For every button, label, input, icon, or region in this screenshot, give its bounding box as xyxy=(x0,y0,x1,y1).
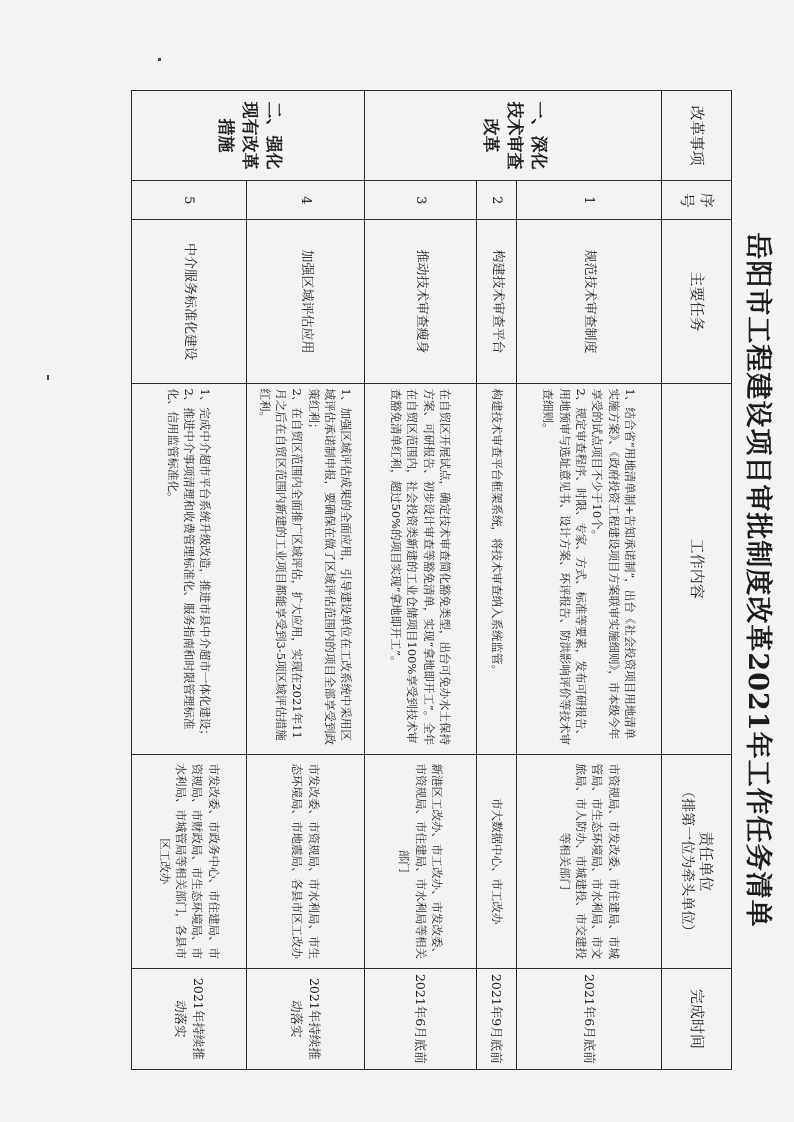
table-row xyxy=(247,91,365,1070)
deadline-cell: 2021年6月底前 xyxy=(517,968,662,1069)
content-line: 2、规定审查程序、时限、专家、方式、标准等要素，发布可研报告、用地预审与选址意见书、设计方案、环评报告、防洪影响评价等技术审查细则。 xyxy=(541,388,588,746)
content-cell xyxy=(247,383,365,754)
dept-cell: 新港区工改办、市工改办、市发改委、市资规局、市住建局、市水利局等相关部门 xyxy=(365,754,477,968)
table-row xyxy=(517,91,662,1070)
seq-cell: 3 xyxy=(365,181,477,220)
dept-cell: 市大数据中心、市工改办 xyxy=(477,754,517,968)
header-content: 工作内容 xyxy=(662,383,732,754)
header-category: 改革事项 xyxy=(662,91,732,181)
task-cell: 推动技术审查瘦身 xyxy=(365,220,477,383)
seq-cell: 5 xyxy=(132,181,247,220)
task-cell: 规范技术审查制度 xyxy=(517,220,662,383)
header-dept-main: 责任单位 xyxy=(697,831,716,892)
category-cell: 二、强化现有改革措施 xyxy=(132,91,365,181)
document-title: 岳阳市工程建设项目审批制度改革2021年工作任务清单 xyxy=(742,232,773,928)
content-line: 构建技术审查平台框架系统，将技术审查纳入系统监管。 xyxy=(489,388,504,677)
deadline-cell: 2021年持续推动落实 xyxy=(132,968,247,1069)
content-line: 1、加强区域评估成果的全面应用，引导建设单位在工改系统中采用区域评估承诺制申报，要确保在做了区域评估范围内的项目全部享受到政策红利； xyxy=(306,388,354,746)
scan-mark xyxy=(158,58,161,61)
scan-mark xyxy=(47,375,49,380)
table-header-row xyxy=(662,91,732,1070)
content-line: 2、推进中介事项清理和收费管理标准化、服务指南和时限管理标准化、信用监管标准化。 xyxy=(165,388,197,730)
deadline-cell: 2021年9月底前 xyxy=(477,968,517,1069)
header-task: 主要任务 xyxy=(662,220,732,383)
deadline-cell: 2021年6月底前 xyxy=(365,968,477,1069)
header-dept xyxy=(662,754,732,968)
task-cell: 加强区域评估应用 xyxy=(247,220,365,383)
seq-cell: 4 xyxy=(247,181,365,220)
deadline-cell: 2021年持续推动落实 xyxy=(247,968,365,1069)
content-cell xyxy=(132,383,247,754)
content-line: 2、在自贸区范围内全面推广区域评估，扩大应用，实现在2021年11月之后在自贸区范围内新建的工业项目都能享受到3-5项区域评估措施红利。 xyxy=(257,388,305,741)
category-cell: 一、深化技术审查改革 xyxy=(365,91,662,181)
content-cell xyxy=(477,383,517,754)
task-table xyxy=(131,90,732,1070)
content-cell xyxy=(365,383,477,754)
content-line: 在自贸区开展试点，确定技术审查简化豁免类型，出台可免办水土保持方案、可研报告、初步设计审查等豁免清单，实现“拿地即开工”。全年在自贸区范围内，社会投资类新建的工业仓储项目100%享受到技术审查豁免清单红利，超过50%的项目实现“拿地即开工”。 xyxy=(389,388,453,746)
content-cell xyxy=(517,383,662,754)
task-cell: 中介服务标准化建设 xyxy=(132,220,247,383)
dept-cell: 市资规局、市发改委、市住建局、市城管局、市生态环境局、市水利局、市文旅局、市人防办、市城建投、市交建投等相关部门 xyxy=(517,754,662,968)
seq-cell: 1 xyxy=(517,181,662,220)
content-line: 1、完成中介超市平台系统升级改造，推进市县中介超市一体化建设； xyxy=(198,388,213,741)
header-seq: 序号 xyxy=(662,181,732,220)
rotated-document xyxy=(125,90,780,1070)
seq-cell: 2 xyxy=(477,181,517,220)
header-deadline: 完成时间 xyxy=(662,968,732,1069)
table-row xyxy=(477,91,517,1070)
dept-cell: 市发改委、市资规局、市水利局、市生态环境局、市地震局、各县市区工改办 xyxy=(247,754,365,968)
table-row xyxy=(132,91,247,1070)
dept-cell: 市发改委、市政务中心、市住建局、市资规局、市财政局、市生态环境局、市水利局、市城管局等相关部门，各县市区工改办 xyxy=(132,754,247,968)
task-cell: 构建技术审查平台 xyxy=(477,220,517,383)
table-row xyxy=(365,91,477,1070)
content-line: 1、结合省“用地清单制+告知承诺制”，出台《社会投资项目用地清单实施方案》、《政府投资工程建设项目方案联审实施细则》，市本级今年享受的试点项目不少于10个。 xyxy=(590,388,637,740)
header-dept-sub: （排第一位为牵头单位） xyxy=(678,784,695,939)
